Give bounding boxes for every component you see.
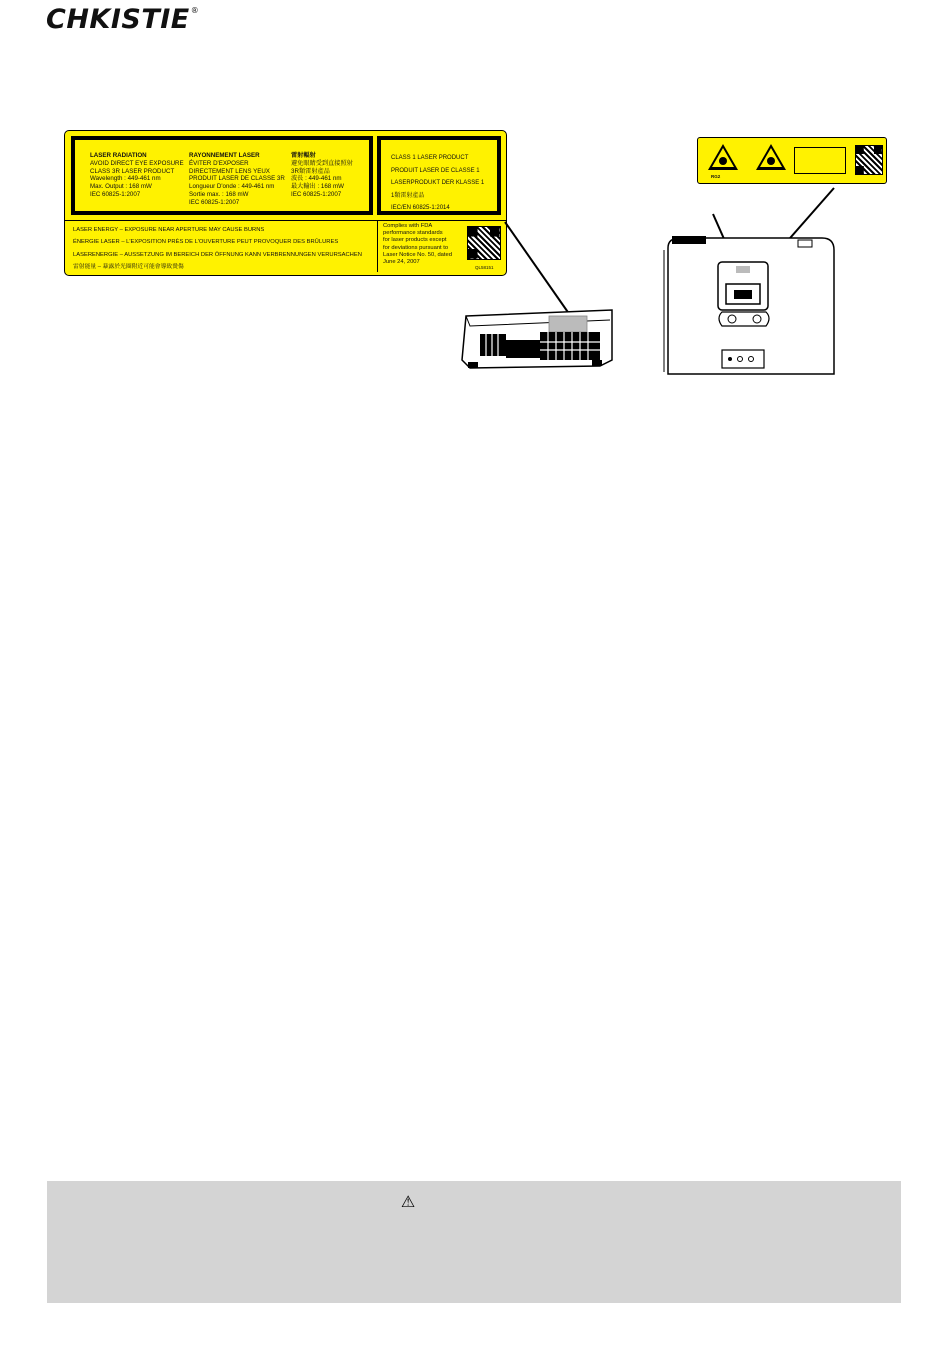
fda-line: performance standards [383,230,443,237]
column-line: 避免眼睛受到直接照射 [291,159,353,167]
column-line: 3R類雷射產品 [291,167,330,175]
leader-line [505,222,572,318]
class1-line: 1類雷射產品 [391,192,425,199]
fda-line: for laser products except [383,237,447,244]
column-line: Longueur D'onde : 449-461 nm [189,183,275,191]
class1-line: PRODUIT LASER DE CLASSE 1 [391,167,480,174]
column-line: Max. Output : 168 mW [90,183,152,191]
class1-line: LASERPRODUKT DER KLASSE 1 [391,180,485,187]
energy-line: ÉNERGIE LASER – L'EXPOSITION PRÈS DE L'OUVERTURE PEUT PROVOQUER DES BRÛLURES [73,239,339,246]
column-line: Sortie max. : 168 mW [189,190,249,198]
column-line: DIRECTEMENT LENS YEUX [189,167,270,175]
energy-line: LASERENERGIE – AUSSETZUNG IM BEREICH DER ÖFFNUNG KANN VERBRENNUNGEN VERURSACHEN [73,251,362,258]
fda-line: Laser Notice No. 50, dated [383,251,452,258]
risk-group-code: RG2 [711,174,721,179]
column-line: IEC 60825-1:2007 [90,190,141,198]
projector-diagram [0,0,950,400]
column-line: Wavelength : 449-461 nm [90,175,161,183]
fda-line: June 24, 2007 [383,259,420,266]
column-line: 最大輸出 : 168 mW [291,183,344,191]
class1-line: CLASS 1 LASER PRODUCT [391,155,469,161]
warning-panel [47,1181,901,1303]
column-line: 波長 : 449-461 nm [291,175,342,183]
column-heading: RAYONNEMENT LASER [189,152,260,159]
column-line: ÉVITER D'EXPOSER [189,159,249,167]
column-heading: 雷射輻射 [291,152,316,159]
projector-side-view [462,310,612,368]
column-line: IEC 60825-1:2007 [291,190,342,198]
column-heading: LASER RADIATION [90,152,147,159]
column-line: CLASS 3R LASER PRODUCT [90,167,175,175]
energy-line: LASER ENERGY – EXPOSURE NEAR APERTURE MAY CAUSE BURNS [73,227,265,233]
class1-line: IEC/EN 60825-1:2014 [391,205,450,212]
column-line: IEC 60825-1:2007 [189,198,240,206]
column-line: AVOID DIRECT EYE EXPOSURE [90,159,184,167]
energy-line: 雷射能量 – 暴露於光圈附近可能會導致燙傷 [73,263,184,270]
registered-mark: ® [190,6,200,15]
brand-name: CHKISTIE [46,4,190,35]
label-code: QL58151 [475,265,494,270]
fda-line: for deviations pursuant to [383,244,449,251]
column-line: PRODUIT LASER DE CLASSE 3R [189,175,285,183]
projector-top-view [664,236,834,374]
fda-line: Complies with FDA [383,223,433,229]
warning-triangle-icon: ⚠ [400,1194,416,1211]
